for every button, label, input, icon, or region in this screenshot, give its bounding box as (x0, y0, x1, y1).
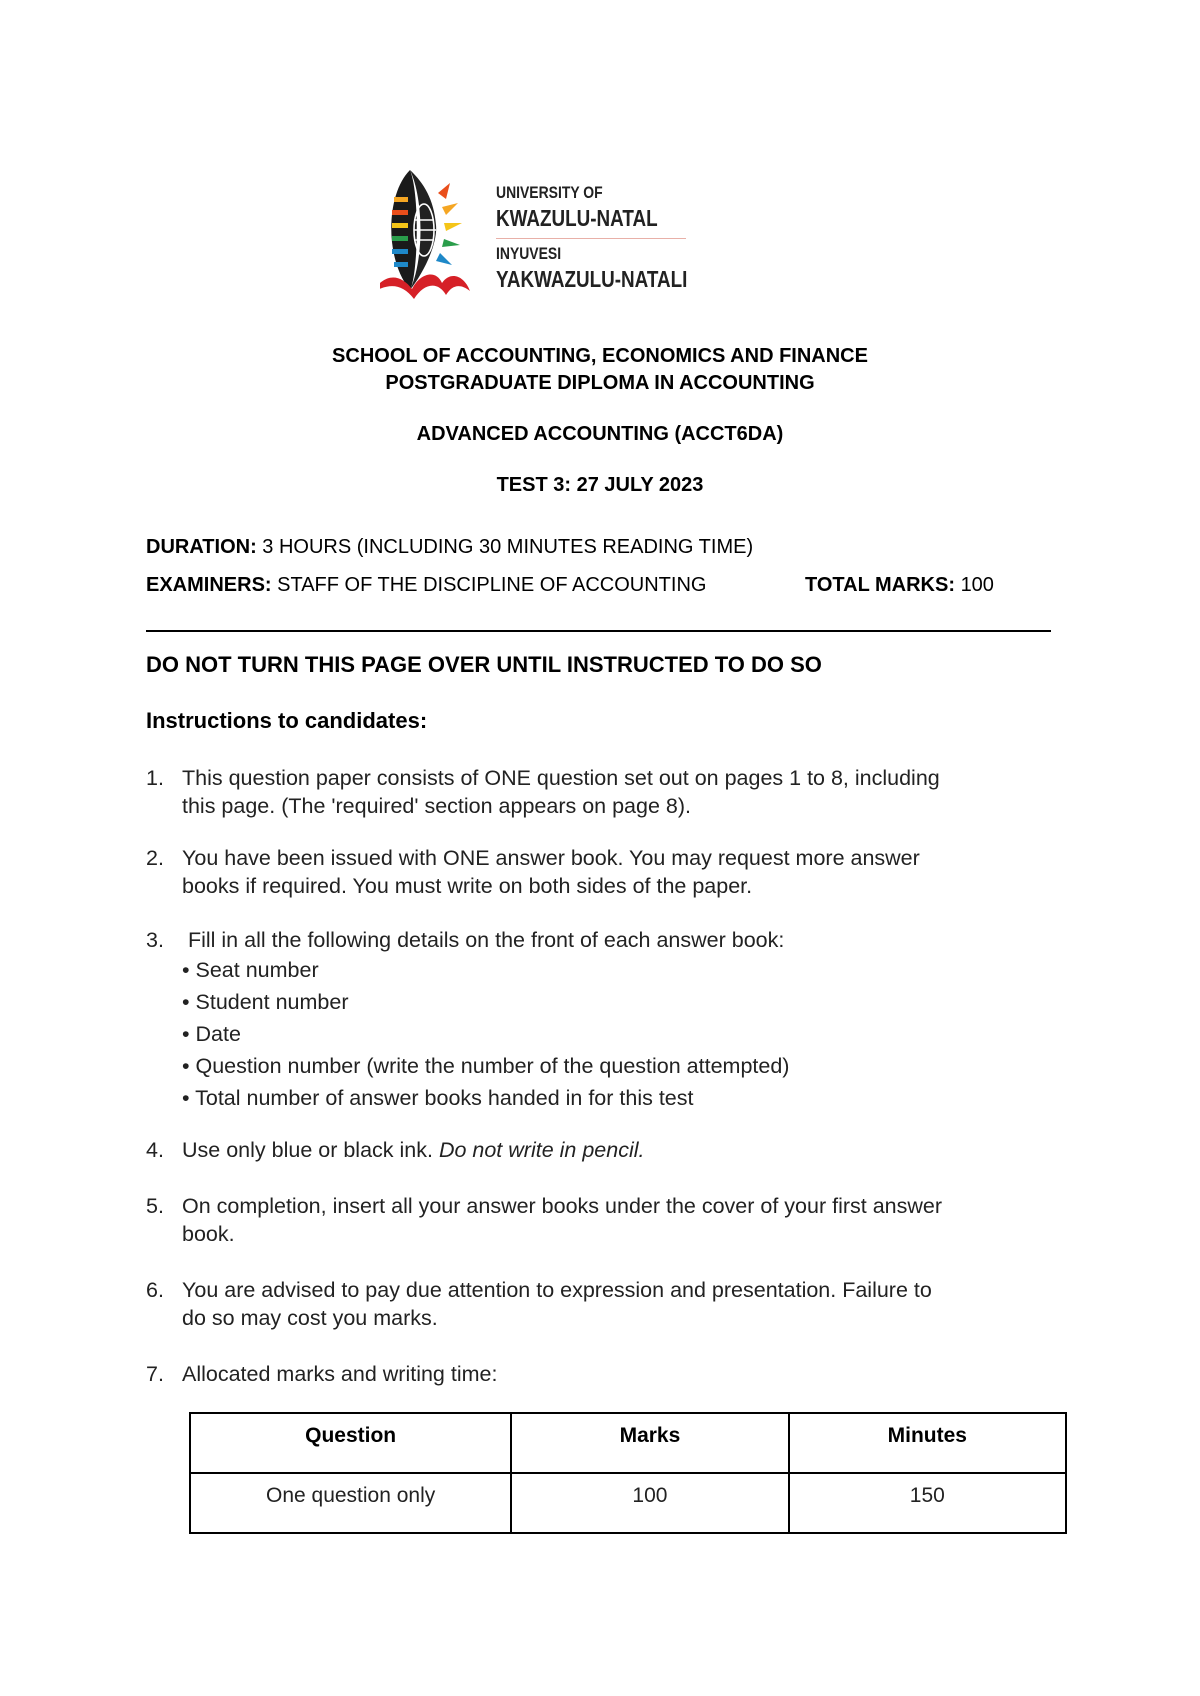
school-heading: SCHOOL OF ACCOUNTING, ECONOMICS AND FINANCE (332, 345, 868, 367)
horizontal-rule (146, 630, 1051, 632)
instruction-item-2 (146, 844, 1066, 900)
instruction-text-line: You have been issued with ONE answer book. You may request more answer (182, 846, 920, 870)
table-cell-marks: 100 (511, 1473, 788, 1533)
logo-text-yakwazulu-natali: YAKWAZULU-NATALI (496, 266, 688, 292)
total-marks-label: TOTAL MARKS: (805, 574, 955, 596)
table-header-minutes: Minutes (789, 1413, 1066, 1473)
duration-value: 3 HOURS (INCLUDING 30 MINUTES READING TIME) (262, 536, 754, 558)
table-header-row (190, 1413, 1066, 1473)
logo-text-university-of: UNIVERSITY OF (496, 183, 603, 202)
instruction-text-line: On completion, insert all your answer books under the cover of your first answer (182, 1194, 943, 1218)
marks-allocation-table (189, 1412, 1067, 1534)
instruction-item-3 (146, 926, 1066, 1114)
instruction-number: 7. (146, 1362, 164, 1386)
bullet-item: • Student number (182, 990, 349, 1014)
table-cell-question: One question only (190, 1473, 511, 1533)
duration-label: DURATION: (146, 536, 257, 558)
instructions-heading: Instructions to candidates: (146, 708, 428, 733)
bullet-item: • Seat number (182, 958, 319, 982)
table-cell-minutes: 150 (789, 1473, 1066, 1533)
instruction-italic-note: Do not write in pencil. (438, 1138, 645, 1162)
instruction-item-7 (146, 1360, 1066, 1388)
logo-text-inyuvesi: INYUVESI (496, 244, 562, 263)
total-marks-value: 100 (960, 574, 994, 596)
instruction-number: 1. (146, 766, 164, 790)
instruction-text-line: Use only blue or black ink. (182, 1138, 439, 1162)
instruction-item-4 (146, 1136, 1066, 1164)
logo-text-kwazulu-natal: KWAZULU-NATAL (496, 205, 658, 231)
instruction-number: 5. (146, 1194, 164, 1218)
instruction-text-line: Fill in all the following details on the front of each answer book: (182, 928, 785, 952)
course-heading: ADVANCED ACCOUNTING (ACCT6DA) (416, 423, 784, 445)
instruction-number: 2. (146, 846, 164, 870)
test-heading: TEST 3: 27 JULY 2023 (496, 474, 704, 496)
examiners-value: STAFF OF THE DISCIPLINE OF ACCOUNTING (277, 574, 707, 596)
instruction-text-line: do so may cost you marks. (182, 1306, 438, 1330)
instruction-item-5 (146, 1192, 1066, 1248)
details-bullet-list (182, 954, 1066, 1114)
instruction-item-6 (146, 1276, 1066, 1332)
examiners-line (146, 574, 706, 597)
instruction-number: 3. (146, 928, 164, 952)
instruction-text-line: this page. (The 'required' section appears on page 8). (182, 794, 691, 818)
instruction-text-line: You are advised to pay due attention to expression and presentation. Failure to (182, 1278, 932, 1302)
program-heading: POSTGRADUATE DIPLOMA IN ACCOUNTING (385, 372, 815, 394)
duration-line (146, 536, 753, 559)
bullet-item: • Date (182, 1022, 241, 1046)
instruction-text-line: This question paper consists of ONE question set out on pages 1 to 8, including (182, 766, 940, 790)
table-header-marks: Marks (511, 1413, 788, 1473)
instruction-text-line: books if required. You must write on both sides of the paper. (182, 874, 753, 898)
instruction-number: 6. (146, 1278, 164, 1302)
logo-divider (496, 238, 686, 239)
total-marks-line (805, 574, 994, 597)
instruction-text-line: Allocated marks and writing time: (182, 1362, 498, 1386)
do-not-turn-warning: DO NOT TURN THIS PAGE OVER UNTIL INSTRUCTED TO DO SO (146, 652, 822, 677)
table-row (190, 1473, 1066, 1533)
examiners-label: EXAMINERS: (146, 574, 272, 596)
instruction-item-1 (146, 764, 1066, 820)
bullet-item: • Question number (write the number of the question attempted) (182, 1054, 790, 1078)
bullet-item: • Total number of answer books handed in for this test (182, 1086, 694, 1110)
instruction-text-line: book. (182, 1222, 235, 1246)
table-header-question: Question (190, 1413, 511, 1473)
instruction-number: 4. (146, 1138, 164, 1162)
